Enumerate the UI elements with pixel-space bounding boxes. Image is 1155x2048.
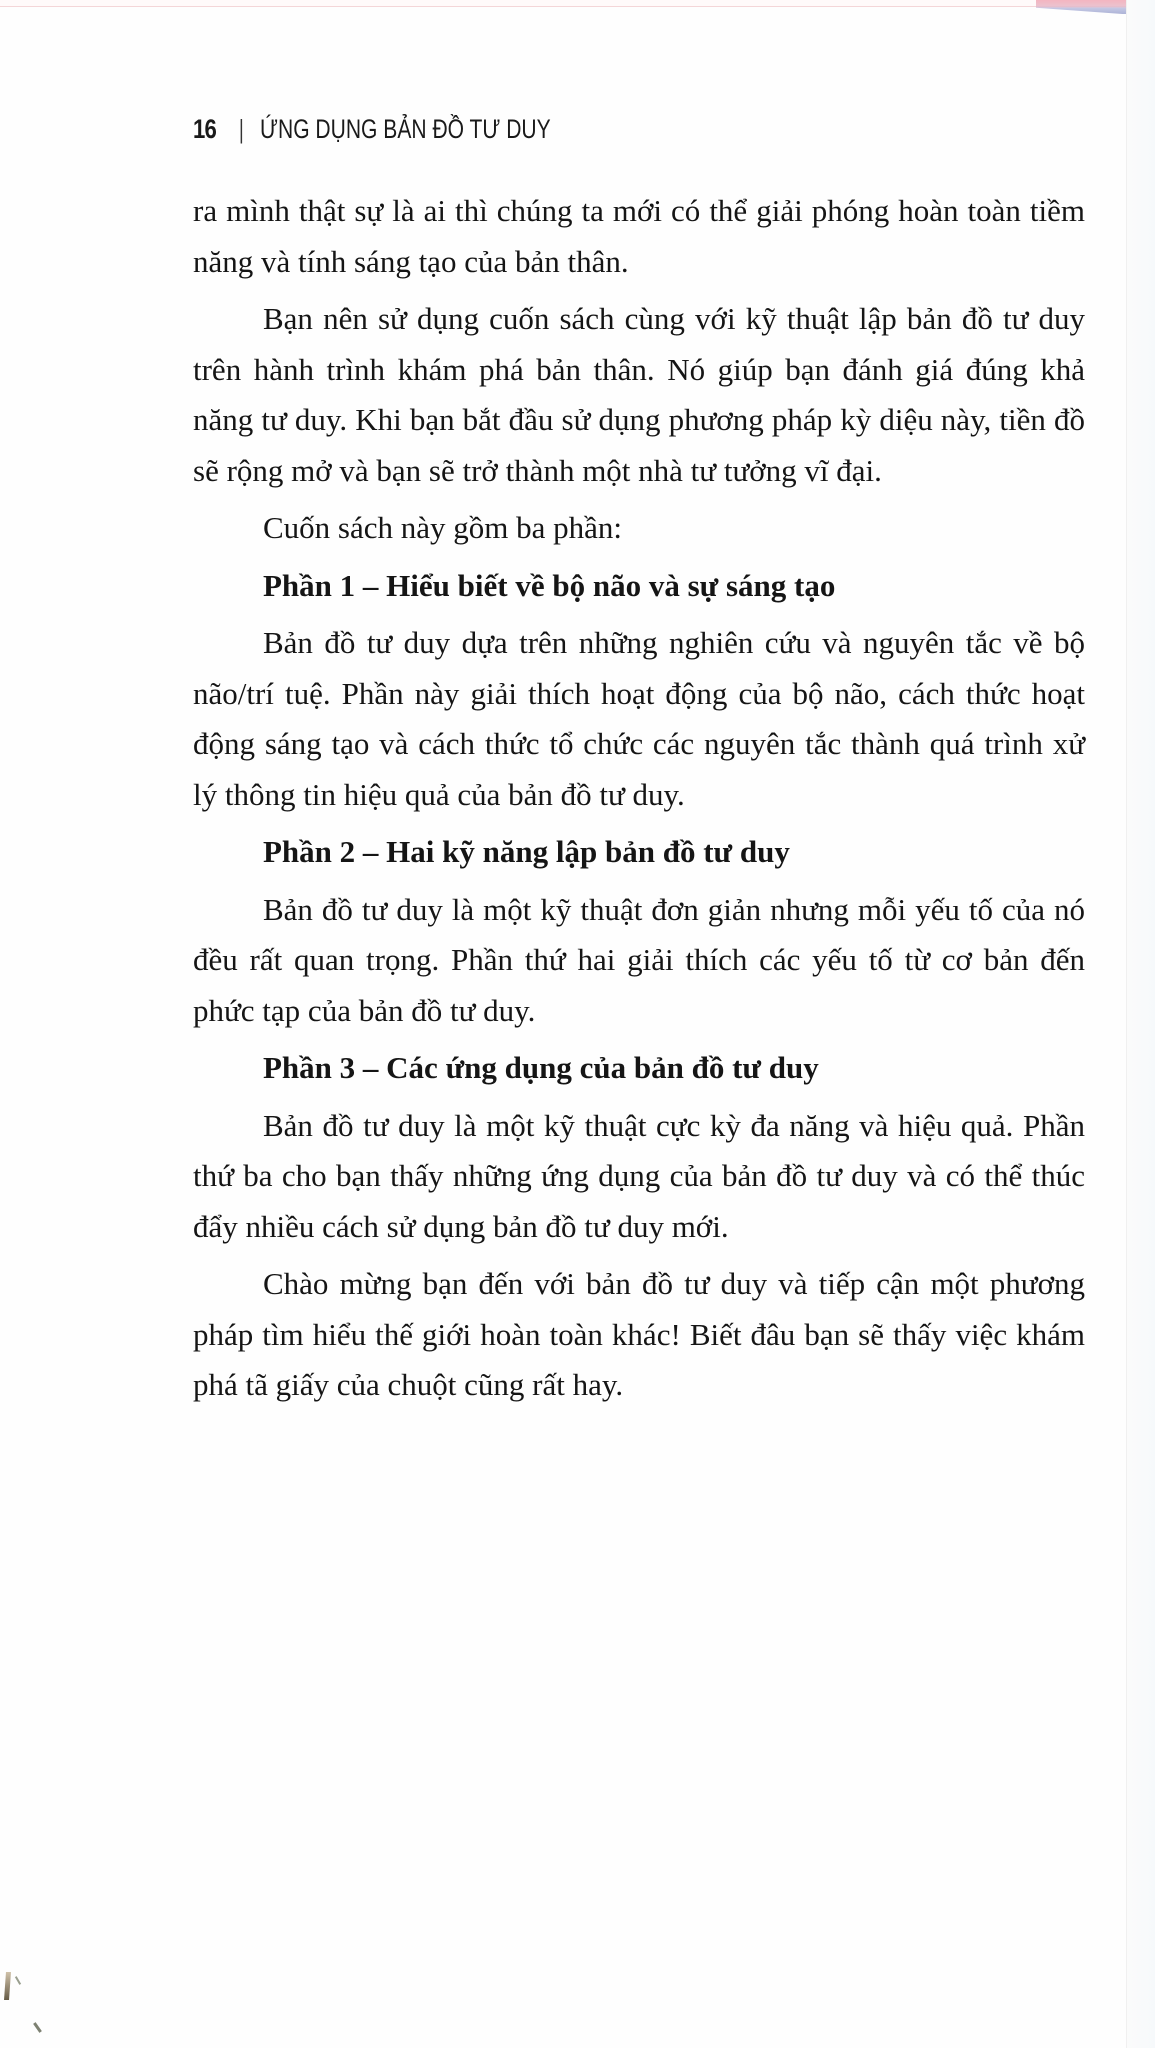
header-separator: | bbox=[239, 113, 244, 144]
part-2-heading: Phần 2 – Hai kỹ năng lập bản đồ tư duy bbox=[263, 834, 790, 869]
part-3-heading: Phần 3 – Các ứng dụng của bản đồ tư duy bbox=[263, 1050, 819, 1085]
book-title: ỨNG DỤNG BẢN ĐỒ TƯ DUY bbox=[259, 113, 551, 144]
scan-artifact bbox=[4, 1972, 11, 2000]
page-number: 16 bbox=[193, 113, 216, 144]
scan-artifact bbox=[33, 2022, 42, 2033]
paragraph-welcome: Chào mừng bạn đến với bản đồ tư duy và tiếp cận một phương pháp tìm hiểu thế giới hoàn toàn khác! Biết đâu bạn sẽ thấy việc khám phá tã giấy của chuột cũng rất hay. bbox=[193, 1266, 1085, 1402]
part-1-heading: Phần 1 – Hiểu biết về bộ não và sự sáng tạo bbox=[263, 567, 836, 603]
page-right-edge bbox=[1126, 0, 1155, 2048]
part-1-description: Bản đồ tư duy dựa trên những nghiên cứu và nguyên tắc về bộ não/trí tuệ. Phần này giải thích hoạt động của bộ não, cách thức hoạt động sáng tạo và cách thức tổ chức các nguyên tắc thành quá trình xử lý thông tin hiệu quả của bản đồ tư duy. bbox=[193, 625, 1085, 812]
part-2-description: Bản đồ tư duy là một kỹ thuật đơn giản nhưng mỗi yếu tố của nó đều rất quan trọng. Phần thứ hai giải thích các yếu tố từ cơ bản đến phức tạp của bản đồ tư duy. bbox=[193, 891, 1085, 1028]
paragraph-book-parts-intro: Cuốn sách này gồm ba phần: bbox=[263, 510, 623, 545]
running-head bbox=[193, 112, 632, 146]
page-top-edge bbox=[0, 0, 1155, 7]
bookmark-tab bbox=[1036, 0, 1126, 14]
page-body bbox=[193, 186, 1085, 1418]
paragraph-usage: Bạn nên sử dụng cuốn sách cùng với kỹ thuật lập bản đồ tư duy trên hành trình khám phá bản thân. Nó giúp bạn đánh giá đúng khả năng tư duy. Khi bạn bắt đầu sử dụng phương pháp kỳ diệu này, tiền đồ sẽ rộng mở và bạn sẽ trở thành một nhà tư tưởng vĩ đại. bbox=[193, 301, 1085, 488]
paragraph-continuation: ra mình thật sự là ai thì chúng ta mới có thể giải phóng hoàn toàn tiềm năng và tính sáng tạo của bản thân. bbox=[193, 193, 1085, 279]
part-3-description: Bản đồ tư duy là một kỹ thuật cực kỳ đa năng và hiệu quả. Phần thứ ba cho bạn thấy những ứng dụng của bản đồ tư duy và có thể thúc đẩy nhiều cách sử dụng bản đồ tư duy mới. bbox=[193, 1107, 1085, 1244]
scan-artifact bbox=[15, 1976, 21, 1985]
